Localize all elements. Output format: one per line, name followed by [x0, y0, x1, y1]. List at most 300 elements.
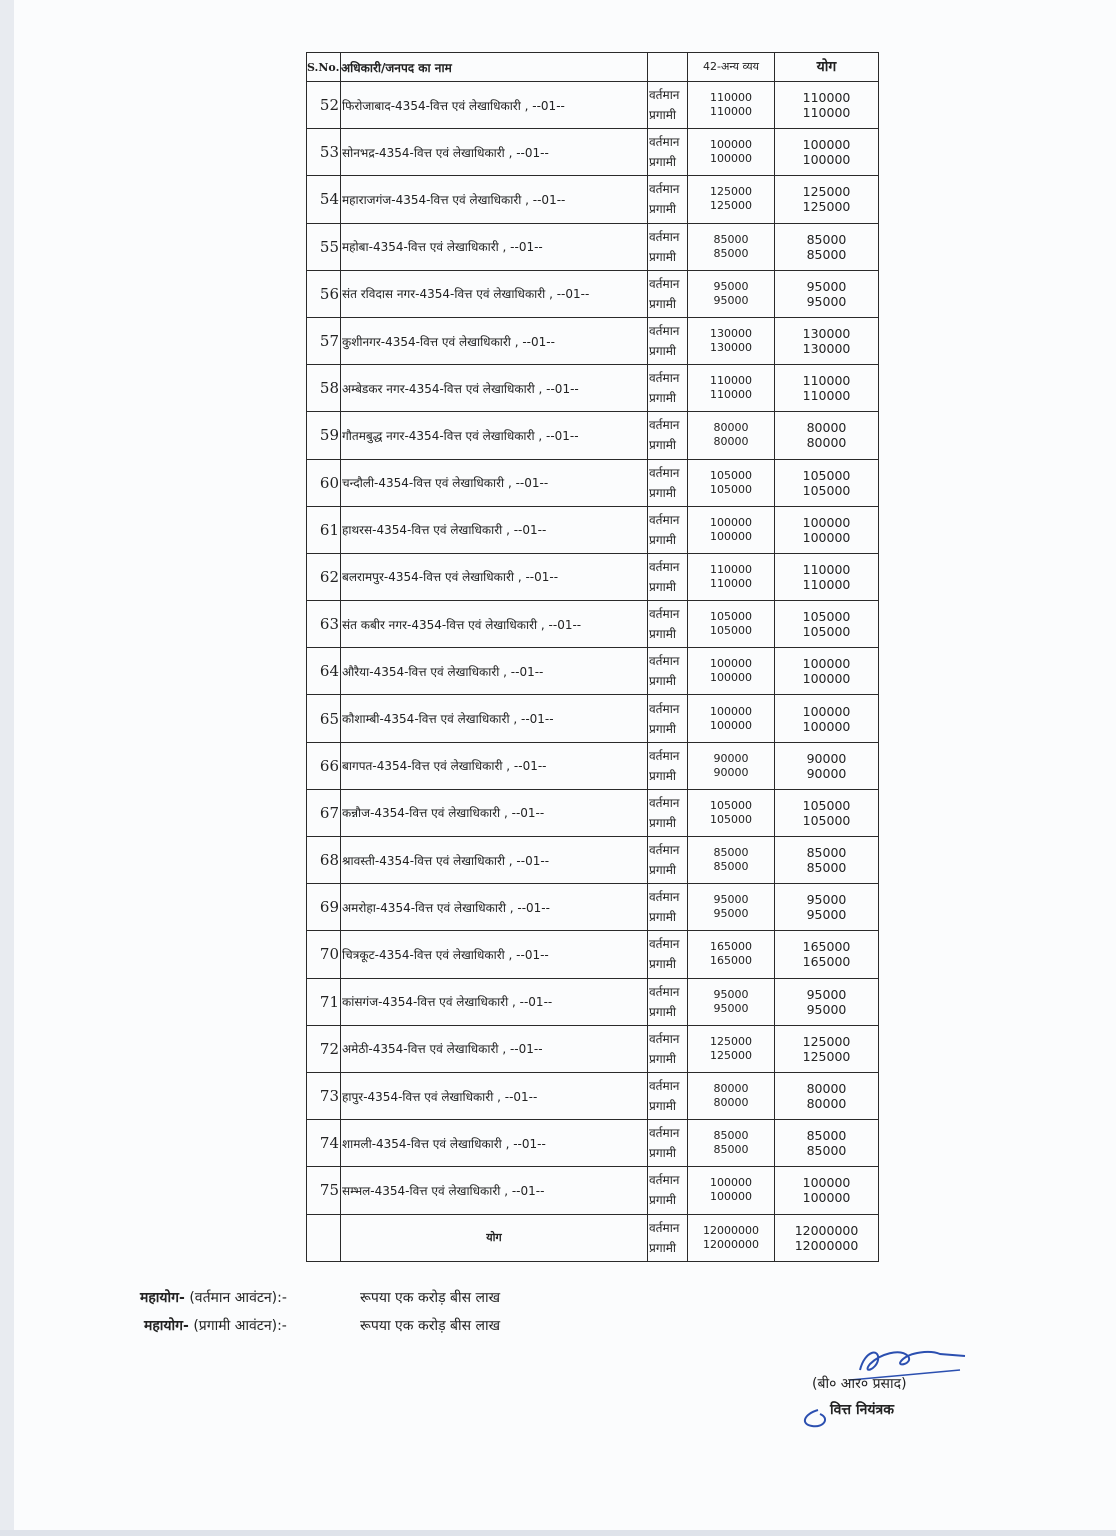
- type-upcoming: प्रगामी: [649, 627, 676, 642]
- type-upcoming: प्रगामी: [649, 674, 676, 689]
- row-expense: [688, 1167, 775, 1214]
- type-current: वर्तमान: [649, 276, 680, 291]
- total-upcoming: 85000: [806, 1143, 847, 1159]
- total-current: 80000: [806, 420, 847, 436]
- table-row: [307, 82, 879, 129]
- table-row: [307, 884, 879, 931]
- expense-current: 100000: [710, 704, 752, 718]
- table-row: [307, 129, 879, 176]
- row-expense: [688, 365, 775, 412]
- table-row: [307, 789, 879, 836]
- row-total: [775, 601, 879, 648]
- expense-upcoming: 80000: [713, 1096, 749, 1110]
- row-sno-text: 69: [319, 898, 339, 917]
- row-sno: [307, 459, 341, 506]
- row-name-text: महोबा-4354-वित्त एवं लेखाधिकारी , --01--: [342, 240, 543, 255]
- type-upcoming: प्रगामी: [649, 485, 676, 500]
- row-name: [341, 412, 648, 459]
- expense-upcoming: 100000: [710, 1190, 752, 1204]
- expense-current: 125000: [710, 1034, 752, 1048]
- row-sno: [307, 789, 341, 836]
- type-upcoming: प्रगामी: [649, 910, 676, 925]
- row-expense: [688, 884, 775, 931]
- grand-total-upcoming-heading: महायोग-: [144, 1318, 189, 1334]
- row-type: [648, 176, 688, 223]
- grand-total-upcoming-label: [144, 1316, 287, 1335]
- row-sno-text: 54: [319, 190, 339, 209]
- row-name-text: कुशीनगर-4354-वित्त एवं लेखाधिकारी , --01--: [342, 334, 555, 349]
- expense-current: 105000: [710, 610, 752, 624]
- row-name: [341, 270, 648, 317]
- row-expense: [688, 82, 775, 129]
- row-expense: [688, 648, 775, 695]
- total-current: 85000: [806, 231, 847, 247]
- total-upcoming: 95000: [806, 293, 847, 309]
- total-upcoming: 80000: [806, 1096, 847, 1112]
- type-upcoming: प्रगामी: [649, 202, 676, 217]
- row-name: [341, 1167, 648, 1214]
- total-current: 100000: [802, 703, 851, 719]
- row-expense: [688, 1120, 775, 1167]
- total-current: 100000: [802, 514, 851, 530]
- table-row: [307, 1120, 879, 1167]
- expense-upcoming: 125000: [710, 1048, 752, 1062]
- table-body: [307, 82, 879, 1215]
- total-current: 95000: [806, 986, 847, 1002]
- total-upcoming: 100000: [802, 671, 851, 687]
- table-row: [307, 837, 879, 884]
- expense-current: 130000: [710, 327, 752, 341]
- total-expense-current: 12000000: [703, 1223, 759, 1237]
- row-name: [341, 931, 648, 978]
- row-name: [341, 648, 648, 695]
- table-row: [307, 695, 879, 742]
- expense-current: 80000: [713, 421, 749, 435]
- row-name-text: कन्नौज-4354-वित्त एवं लेखाधिकारी , --01--: [342, 806, 545, 821]
- type-upcoming: प्रगामी: [649, 155, 676, 170]
- expense-upcoming: 105000: [710, 812, 752, 826]
- row-total: [775, 270, 879, 317]
- row-name: [341, 459, 648, 506]
- row-expense: [688, 789, 775, 836]
- type-upcoming: प्रगामी: [649, 1146, 676, 1161]
- total-upcoming: 125000: [802, 1048, 851, 1064]
- total-upcoming: 110000: [802, 105, 851, 121]
- total-expense-upcoming: 12000000: [703, 1237, 759, 1251]
- type-upcoming: प्रगामी: [649, 438, 676, 453]
- row-sno-text: 60: [319, 473, 339, 492]
- row-name: [341, 837, 648, 884]
- row-total: [775, 129, 879, 176]
- row-name: [341, 1072, 648, 1119]
- row-sno: [307, 1167, 341, 1214]
- row-sno-text: 73: [319, 1087, 339, 1106]
- expense-upcoming: 95000: [713, 293, 749, 307]
- row-sno-text: 65: [319, 709, 339, 728]
- row-expense: [688, 459, 775, 506]
- expense-upcoming: 110000: [710, 105, 752, 119]
- type-upcoming: प्रगामी: [649, 1240, 676, 1255]
- row-sno-text: 72: [319, 1039, 339, 1058]
- total-upcoming: 95000: [806, 907, 847, 923]
- type-current: वर्तमान: [649, 795, 680, 810]
- row-total: [775, 317, 879, 364]
- type-upcoming: प्रगामी: [649, 249, 676, 264]
- type-current: वर्तमान: [649, 984, 680, 999]
- type-upcoming: प्रगामी: [649, 579, 676, 594]
- total-current: 80000: [806, 1081, 847, 1097]
- type-upcoming: प्रगामी: [649, 1193, 676, 1208]
- type-current: वर्तमान: [649, 559, 680, 574]
- row-sno-text: 61: [319, 520, 339, 539]
- grand-total-upcoming-sub: (प्रगामी आवंटन):-: [188, 1318, 287, 1334]
- total-upcoming: 100000: [802, 529, 851, 545]
- total-upcoming: 105000: [802, 482, 851, 498]
- total-upcoming: 105000: [802, 812, 851, 828]
- row-total: [775, 1025, 879, 1072]
- table-row: [307, 742, 879, 789]
- expense-current: 85000: [713, 232, 749, 246]
- expense-current: 100000: [710, 138, 752, 152]
- row-total: [775, 176, 879, 223]
- row-sno: [307, 931, 341, 978]
- row-sno-text: 56: [319, 284, 339, 303]
- row-sno-text: 64: [319, 662, 339, 681]
- row-expense: [688, 931, 775, 978]
- row-type: [648, 1167, 688, 1214]
- row-total: [775, 412, 879, 459]
- expense-current: 80000: [713, 1082, 749, 1096]
- table-row: [307, 1167, 879, 1214]
- type-upcoming: प्रगामी: [649, 532, 676, 547]
- row-sno: [307, 223, 341, 270]
- row-name-text: श्रावस्ती-4354-वित्त एवं लेखाधिकारी , --01--: [342, 853, 550, 868]
- total-expense-cell: [688, 1214, 775, 1261]
- row-sno-text: 55: [319, 237, 339, 256]
- row-type: [648, 317, 688, 364]
- total-upcoming: 130000: [802, 341, 851, 357]
- expense-upcoming: 90000: [713, 765, 749, 779]
- expense-current: 100000: [710, 657, 752, 671]
- row-type: [648, 931, 688, 978]
- expense-upcoming: 165000: [710, 954, 752, 968]
- row-sno: [307, 978, 341, 1025]
- expense-current: 90000: [713, 751, 749, 765]
- row-name-text: अमेठी-4354-वित्त एवं लेखाधिकारी , --01--: [342, 1042, 543, 1057]
- row-name-text: महाराजगंज-4354-वित्त एवं लेखाधिकारी , --01--: [342, 192, 566, 207]
- type-current: वर्तमान: [649, 654, 680, 669]
- row-name-text: चन्दौली-4354-वित्त एवं लेखाधिकारी , --01--: [342, 476, 549, 491]
- row-sno-text: 57: [319, 332, 339, 351]
- expense-current: 165000: [710, 940, 752, 954]
- row-type: [648, 1025, 688, 1072]
- row-sno: [307, 648, 341, 695]
- row-sno-text: 71: [319, 992, 339, 1011]
- row-name-text: कौशाम्बी-4354-वित्त एवं लेखाधिकारी , --01--: [342, 712, 554, 727]
- type-current: वर्तमान: [649, 607, 680, 622]
- table-header-row: [307, 53, 879, 82]
- row-sno: [307, 1120, 341, 1167]
- row-type: [648, 223, 688, 270]
- row-total: [775, 1120, 879, 1167]
- row-name: [341, 506, 648, 553]
- row-sno: [307, 412, 341, 459]
- total-current: 130000: [802, 326, 851, 342]
- row-sno: [307, 82, 341, 129]
- row-name-text: कांसगंज-4354-वित्त एवं लेखाधिकारी , --01--: [342, 995, 553, 1010]
- table-row: [307, 176, 879, 223]
- expense-current: 95000: [713, 279, 749, 293]
- expense-current: 100000: [710, 1176, 752, 1190]
- row-sno-text: 53: [319, 143, 339, 162]
- row-type: [648, 270, 688, 317]
- type-upcoming: प्रगामी: [649, 768, 676, 783]
- expense-current: 110000: [710, 374, 752, 388]
- grand-total-current-heading: महायोग-: [140, 1290, 185, 1306]
- row-name: [341, 82, 648, 129]
- row-name-text: फिरोजाबाद-4354-वित्त एवं लेखाधिकारी , --01--: [342, 98, 565, 113]
- row-name: [341, 978, 648, 1025]
- row-name: [341, 176, 648, 223]
- type-current: वर्तमान: [649, 229, 680, 244]
- total-sum-upcoming: 12000000: [794, 1237, 859, 1253]
- expense-current: 85000: [713, 1129, 749, 1143]
- type-current: वर्तमान: [649, 1220, 680, 1235]
- row-expense: [688, 742, 775, 789]
- type-upcoming: प्रगामी: [649, 815, 676, 830]
- total-current: 90000: [806, 750, 847, 766]
- total-sno-cell: [307, 1214, 341, 1261]
- row-sno-text: 63: [319, 615, 339, 634]
- row-sno: [307, 270, 341, 317]
- row-sno: [307, 837, 341, 884]
- row-name: [341, 789, 648, 836]
- total-upcoming: 100000: [802, 1190, 851, 1206]
- row-expense: [688, 837, 775, 884]
- row-sno-text: 75: [319, 1181, 339, 1200]
- expense-upcoming: 130000: [710, 341, 752, 355]
- type-upcoming: प्रगामी: [649, 957, 676, 972]
- row-type: [648, 365, 688, 412]
- total-current: 95000: [806, 278, 847, 294]
- type-upcoming: प्रगामी: [649, 391, 676, 406]
- row-expense: [688, 1072, 775, 1119]
- type-current: वर्तमान: [649, 748, 680, 763]
- row-name-text: बलरामपुर-4354-वित्त एवं लेखाधिकारी , --01--: [342, 570, 559, 585]
- row-sno: [307, 129, 341, 176]
- table-row: [307, 931, 879, 978]
- row-sno: [307, 365, 341, 412]
- row-name-text: संत कबीर नगर-4354-वित्त एवं लेखाधिकारी , --01--: [342, 617, 582, 632]
- row-name: [341, 1025, 648, 1072]
- row-name-text: अम्बेडकर नगर-4354-वित्त एवं लेखाधिकारी , --01--: [342, 381, 579, 396]
- table-row: [307, 223, 879, 270]
- row-total: [775, 459, 879, 506]
- row-total: [775, 648, 879, 695]
- row-name-text: चित्रकूट-4354-वित्त एवं लेखाधिकारी , --01--: [342, 947, 549, 962]
- total-upcoming: 80000: [806, 435, 847, 451]
- row-total: [775, 553, 879, 600]
- expense-current: 125000: [710, 185, 752, 199]
- row-expense: [688, 553, 775, 600]
- type-upcoming: प्रगामी: [649, 863, 676, 878]
- total-current: 110000: [802, 561, 851, 577]
- row-total: [775, 931, 879, 978]
- row-type: [648, 742, 688, 789]
- row-sno: [307, 695, 341, 742]
- type-current: वर्तमान: [649, 890, 680, 905]
- row-expense: [688, 1025, 775, 1072]
- scan-left-edge: [0, 0, 14, 1536]
- table-row: [307, 412, 879, 459]
- expense-current: 110000: [710, 91, 752, 105]
- expense-upcoming: 100000: [710, 671, 752, 685]
- row-type: [648, 884, 688, 931]
- expense-upcoming: 80000: [713, 435, 749, 449]
- type-upcoming: प्रगामी: [649, 1099, 676, 1114]
- header-total: योग: [775, 53, 879, 82]
- row-total: [775, 837, 879, 884]
- row-expense: [688, 412, 775, 459]
- type-upcoming: प्रगामी: [649, 296, 676, 311]
- row-name-text: सोनभद्र-4354-वित्त एवं लेखाधिकारी , --01--: [342, 145, 549, 160]
- total-row: [307, 1214, 879, 1261]
- header-sno: S.No.: [307, 53, 341, 82]
- row-name: [341, 553, 648, 600]
- row-sno-text: 67: [319, 803, 339, 822]
- total-current: 165000: [802, 939, 851, 955]
- row-name-text: हाथरस-4354-वित्त एवं लेखाधिकारी , --01--: [342, 523, 547, 538]
- type-current: वर्तमान: [649, 371, 680, 386]
- row-expense: [688, 176, 775, 223]
- grand-total-current-sub: (वर्तमान आवंटन):-: [184, 1290, 287, 1306]
- row-sno: [307, 1072, 341, 1119]
- row-name-text: संत रविदास नगर-4354-वित्त एवं लेखाधिकारी , --01--: [342, 287, 590, 302]
- row-sno-text: 52: [319, 96, 339, 115]
- table-row: [307, 506, 879, 553]
- row-type: [648, 412, 688, 459]
- total-current: 105000: [802, 609, 851, 625]
- row-type: [648, 789, 688, 836]
- total-upcoming: 90000: [806, 765, 847, 781]
- row-sno: [307, 742, 341, 789]
- type-current: वर्तमान: [649, 88, 680, 103]
- table-row: [307, 365, 879, 412]
- row-name: [341, 884, 648, 931]
- row-expense: [688, 223, 775, 270]
- row-sno-text: 59: [319, 426, 339, 445]
- expense-upcoming: 125000: [710, 199, 752, 213]
- row-type: [648, 695, 688, 742]
- row-name: [341, 1120, 648, 1167]
- type-current: वर्तमान: [649, 1079, 680, 1094]
- total-label: योग: [341, 1214, 648, 1261]
- row-total: [775, 742, 879, 789]
- row-type: [648, 837, 688, 884]
- row-total: [775, 789, 879, 836]
- expense-upcoming: 105000: [710, 482, 752, 496]
- total-sum-current: 12000000: [794, 1222, 859, 1238]
- expense-upcoming: 105000: [710, 624, 752, 638]
- total-current: 85000: [806, 1128, 847, 1144]
- type-current: वर्तमान: [649, 324, 680, 339]
- row-sno-text: 58: [319, 379, 339, 398]
- row-type: [648, 459, 688, 506]
- row-type: [648, 601, 688, 648]
- row-sno-text: 66: [319, 756, 339, 775]
- row-expense: [688, 506, 775, 553]
- row-expense: [688, 270, 775, 317]
- total-current: 125000: [802, 184, 851, 200]
- row-name: [341, 129, 648, 176]
- expense-upcoming: 95000: [713, 907, 749, 921]
- row-type: [648, 1072, 688, 1119]
- row-sno: [307, 317, 341, 364]
- row-sno-text: 68: [319, 851, 339, 870]
- row-total: [775, 1167, 879, 1214]
- total-upcoming: 100000: [802, 718, 851, 734]
- row-name-text: शामली-4354-वित्त एवं लेखाधिकारी , --01--: [342, 1136, 546, 1151]
- grand-total-upcoming-text: रूपया एक करोड़ बीस लाख: [360, 1318, 501, 1334]
- expense-current: 105000: [710, 798, 752, 812]
- total-current: 105000: [802, 797, 851, 813]
- row-name: [341, 317, 648, 364]
- row-name: [341, 223, 648, 270]
- row-sno-text: 70: [319, 945, 339, 964]
- expense-current: 85000: [713, 846, 749, 860]
- table-row: [307, 978, 879, 1025]
- total-upcoming: 95000: [806, 1001, 847, 1017]
- table-row: [307, 648, 879, 695]
- row-type: [648, 1120, 688, 1167]
- row-type: [648, 506, 688, 553]
- row-total: [775, 365, 879, 412]
- row-type: [648, 648, 688, 695]
- table-row: [307, 1072, 879, 1119]
- total-current: 100000: [802, 656, 851, 672]
- total-current: 95000: [806, 892, 847, 908]
- row-name-text: सम्भल-4354-वित्त एवं लेखाधिकारी , --01--: [342, 1183, 545, 1198]
- expense-upcoming: 85000: [713, 860, 749, 874]
- row-type: [648, 978, 688, 1025]
- type-upcoming: प्रगामी: [649, 721, 676, 736]
- expense-current: 110000: [710, 562, 752, 576]
- row-total: [775, 884, 879, 931]
- total-upcoming: 165000: [802, 954, 851, 970]
- row-name-text: बागपत-4354-वित्त एवं लेखाधिकारी , --01--: [342, 759, 547, 774]
- type-current: वर्तमान: [649, 418, 680, 433]
- header-expense: 42-अन्य व्यय: [688, 53, 775, 82]
- table-row: [307, 459, 879, 506]
- table-row: [307, 270, 879, 317]
- expense-upcoming: 100000: [710, 152, 752, 166]
- signatory-designation: वित्त नियंत्रक: [830, 1402, 894, 1418]
- type-current: वर्तमान: [649, 701, 680, 716]
- row-expense: [688, 601, 775, 648]
- total-current: 125000: [802, 1033, 851, 1049]
- expense-upcoming: 110000: [710, 388, 752, 402]
- row-total: [775, 82, 879, 129]
- row-sno: [307, 884, 341, 931]
- row-name-text: औरैया-4354-वित्त एवं लेखाधिकारी , --01--: [342, 664, 544, 679]
- expense-current: 95000: [713, 893, 749, 907]
- row-name: [341, 695, 648, 742]
- row-name-text: अमरोहा-4354-वित्त एवं लेखाधिकारी , --01--: [342, 900, 550, 915]
- table-row: [307, 1025, 879, 1072]
- row-sno: [307, 176, 341, 223]
- total-upcoming: 85000: [806, 246, 847, 262]
- table-row: [307, 601, 879, 648]
